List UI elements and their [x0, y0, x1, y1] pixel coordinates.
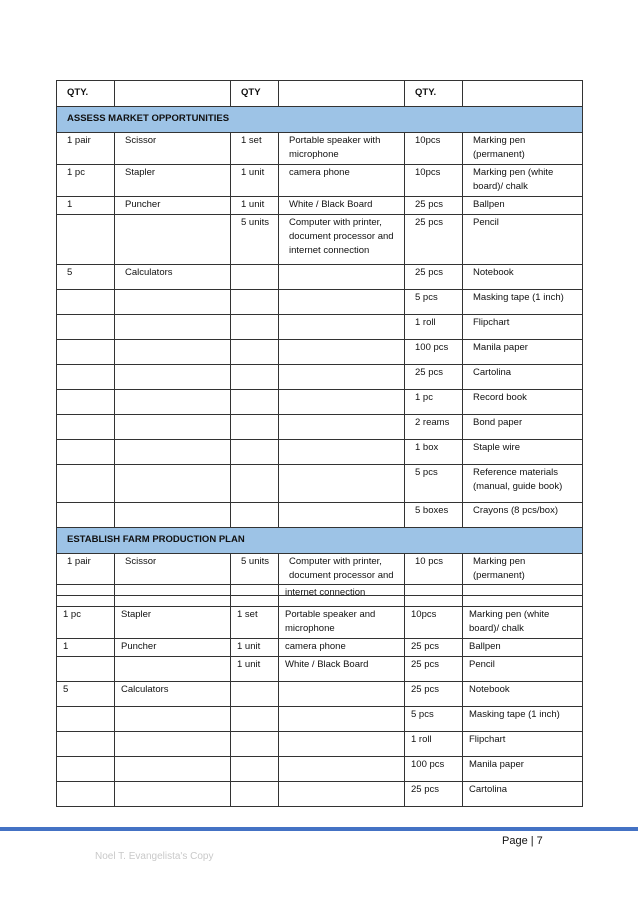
- table-cell: Bond paper: [463, 415, 583, 440]
- table-cell: Portable speaker with microphone: [279, 133, 405, 165]
- table-cell: [115, 503, 231, 528]
- table-cell: Pencil: [463, 215, 583, 265]
- table-cell: Pencil: [463, 657, 583, 682]
- table-cell: QTY.: [57, 81, 115, 107]
- table-cell: 2 reams: [405, 415, 463, 440]
- table-row: [57, 290, 583, 315]
- table-cell: Marking pen (permanent): [463, 133, 583, 165]
- table-cell: QTY.: [405, 81, 463, 107]
- table-cell: [57, 757, 115, 782]
- table-cell: Cartolina: [463, 782, 583, 807]
- table-row: [57, 265, 583, 290]
- table-cell: Stapler: [115, 607, 231, 639]
- table-cell: 5: [57, 682, 115, 707]
- table-cell: Stapler: [115, 165, 231, 197]
- equipment-table-2: [56, 584, 583, 807]
- copy-owner-note: Noel T. Evangelista's Copy: [95, 851, 214, 862]
- table-cell: [57, 340, 115, 365]
- table-cell: 5 boxes: [405, 503, 463, 528]
- table-cell: [115, 290, 231, 315]
- table-cell: [231, 290, 279, 315]
- table-row: [57, 503, 583, 528]
- table-cell: 25 pcs: [405, 215, 463, 265]
- table-row: [57, 315, 583, 340]
- table-cell: 25 pcs: [405, 197, 463, 215]
- table-cell: Ballpen: [463, 197, 583, 215]
- table-row: [57, 390, 583, 415]
- table-cell: 25 pcs: [405, 682, 463, 707]
- table-cell: White / Black Board: [279, 657, 405, 682]
- table-cell: [231, 782, 279, 807]
- table-cell: Cartolina: [463, 365, 583, 390]
- table-cell: 1 unit: [231, 197, 279, 215]
- table-cell: 25 pcs: [405, 782, 463, 807]
- table-cell: [231, 465, 279, 503]
- table-cell: [279, 782, 405, 807]
- footer-rule: [0, 827, 638, 831]
- table-row: [57, 657, 583, 682]
- table-cell: 1 pc: [405, 390, 463, 415]
- table-cell: Staple wire: [463, 440, 583, 465]
- table-cell: [231, 390, 279, 415]
- table-cell: 25 pcs: [405, 265, 463, 290]
- table-cell: [231, 503, 279, 528]
- table-cell: [279, 315, 405, 340]
- table-cell: [231, 440, 279, 465]
- table-cell: 10 pcs: [405, 554, 463, 596]
- table-cell: [279, 465, 405, 503]
- table-cell: Manila paper: [463, 757, 583, 782]
- table-cell: 1 unit: [231, 657, 279, 682]
- table-row: [57, 340, 583, 365]
- table-cell: [231, 340, 279, 365]
- table-cell: [279, 707, 405, 732]
- table-cell: 1 pair: [57, 554, 115, 596]
- table-cell: [115, 782, 231, 807]
- table-cell: [231, 365, 279, 390]
- table-cell: [115, 215, 231, 265]
- table-cell: [279, 290, 405, 315]
- continuation-row: [57, 585, 583, 607]
- table-row: [57, 757, 583, 782]
- table-cell: [231, 265, 279, 290]
- table-cell: 5 pcs: [405, 707, 463, 732]
- table-cell: [279, 440, 405, 465]
- table-cell: Computer with printer, document processor and: [279, 554, 405, 596]
- table-cell: ASSESS MARKET OPPORTUNITIES: [57, 107, 583, 133]
- table-cell: [115, 81, 231, 107]
- table-cell: [115, 757, 231, 782]
- table-cell: 5 pcs: [405, 465, 463, 503]
- table-cell: 25 pcs: [405, 365, 463, 390]
- table-cell: [231, 732, 279, 757]
- table-cell: Record book: [463, 390, 583, 415]
- table-cell: Masking tape (1 inch): [463, 707, 583, 732]
- table-cell: [463, 585, 583, 607]
- table-cell: Puncher: [115, 197, 231, 215]
- table-cell: [57, 707, 115, 732]
- table-row: [57, 197, 583, 215]
- table-cell: Ballpen: [463, 639, 583, 657]
- table-cell: [57, 290, 115, 315]
- table-cell: [115, 657, 231, 682]
- table-cell: [57, 465, 115, 503]
- table-cell: internet connection: [279, 585, 405, 607]
- table-cell: Flipchart: [463, 315, 583, 340]
- table-cell: Manila paper: [463, 340, 583, 365]
- table-cell: [57, 415, 115, 440]
- table-row: [57, 165, 583, 197]
- table-row: [57, 607, 583, 639]
- table-cell: 10pcs: [405, 607, 463, 639]
- table-cell: 1 roll: [405, 732, 463, 757]
- table-cell: Scissor: [115, 133, 231, 165]
- table-cell: 1 pc: [57, 607, 115, 639]
- table-cell: [115, 585, 231, 607]
- table-cell: Marking pen (permanent): [463, 554, 583, 596]
- table-cell: White / Black Board: [279, 197, 405, 215]
- table-cell: 1 pair: [57, 133, 115, 165]
- table-cell: camera phone: [279, 165, 405, 197]
- table-cell: Puncher: [115, 639, 231, 657]
- table-cell: 1 unit: [231, 165, 279, 197]
- table-cell: [231, 315, 279, 340]
- table-cell: [115, 340, 231, 365]
- table-row: [57, 707, 583, 732]
- table-cell: 10pcs: [405, 165, 463, 197]
- table-row: [57, 732, 583, 757]
- table-cell: 100 pcs: [405, 340, 463, 365]
- table-cell: 25 pcs: [405, 639, 463, 657]
- table-cell: [279, 265, 405, 290]
- table-cell: Notebook: [463, 265, 583, 290]
- table-row: [57, 639, 583, 657]
- table-cell: [57, 390, 115, 415]
- table-cell: Flipchart: [463, 732, 583, 757]
- table-cell: [115, 465, 231, 503]
- table-cell: [231, 682, 279, 707]
- table-row: [57, 365, 583, 390]
- table-cell: Reference materials (manual, guide book): [463, 465, 583, 503]
- table-cell: 1 set: [231, 133, 279, 165]
- table-cell: Scissor: [115, 554, 231, 596]
- table-cell: [57, 657, 115, 682]
- table-cell: [115, 415, 231, 440]
- table-cell: [279, 365, 405, 390]
- table-cell: [115, 732, 231, 757]
- table-cell: [279, 415, 405, 440]
- table-cell: 1 set: [231, 607, 279, 639]
- table-cell: [279, 757, 405, 782]
- table-cell: [57, 215, 115, 265]
- table-cell: [231, 585, 279, 607]
- table-cell: Crayons (8 pcs/box): [463, 503, 583, 528]
- table-cell: [57, 503, 115, 528]
- section-title-row: [57, 528, 583, 554]
- table-cell: [57, 782, 115, 807]
- table-cell: [231, 415, 279, 440]
- table-cell: [115, 390, 231, 415]
- table-cell: ESTABLISH FARM PRODUCTION PLAN: [57, 528, 583, 554]
- table-cell: [279, 81, 405, 107]
- table-cell: 5 pcs: [405, 290, 463, 315]
- table-cell: 100 pcs: [405, 757, 463, 782]
- table-cell: 1: [57, 639, 115, 657]
- table-cell: [405, 585, 463, 607]
- table-cell: [115, 365, 231, 390]
- table-cell: 5 units: [231, 554, 279, 596]
- equipment-table-1: [56, 80, 583, 596]
- table-row: [57, 415, 583, 440]
- table-row: [57, 133, 583, 165]
- table-cell: 1: [57, 197, 115, 215]
- table-cell: 1 unit: [231, 639, 279, 657]
- table-row: [57, 440, 583, 465]
- table-cell: [279, 732, 405, 757]
- page-number: Page | 7: [502, 835, 543, 847]
- table-cell: Calculators: [115, 682, 231, 707]
- table-cell: 5: [57, 265, 115, 290]
- table-cell: Computer with printer, document processor and internet connection: [279, 215, 405, 265]
- table-cell: 25 pcs: [405, 657, 463, 682]
- table-row: [57, 782, 583, 807]
- table-cell: [57, 365, 115, 390]
- table-cell: Masking tape (1 inch): [463, 290, 583, 315]
- table-cell: [279, 503, 405, 528]
- table-cell: [231, 707, 279, 732]
- table-cell: [115, 707, 231, 732]
- table-cell: [463, 81, 583, 107]
- section-title-row: [57, 107, 583, 133]
- table-cell: Marking pen (white board)/ chalk: [463, 607, 583, 639]
- table-cell: QTY: [231, 81, 279, 107]
- table-cell: Marking pen (white board)/ chalk: [463, 165, 583, 197]
- table-cell: [115, 315, 231, 340]
- table-cell: 1 roll: [405, 315, 463, 340]
- table-cell: 5 units: [231, 215, 279, 265]
- table-cell: Portable speaker and microphone: [279, 607, 405, 639]
- table-cell: [57, 440, 115, 465]
- table-cell: [279, 682, 405, 707]
- table-cell: camera phone: [279, 639, 405, 657]
- table-cell: [279, 390, 405, 415]
- table-cell: 1 box: [405, 440, 463, 465]
- table-cell: [57, 315, 115, 340]
- table-cell: 10pcs: [405, 133, 463, 165]
- table-cell: [57, 585, 115, 607]
- table-cell: [231, 757, 279, 782]
- table-row: [57, 682, 583, 707]
- table-cell: Notebook: [463, 682, 583, 707]
- table-row: [57, 215, 583, 265]
- table-row: [57, 465, 583, 503]
- table-cell: [57, 732, 115, 757]
- table-cell: Calculators: [115, 265, 231, 290]
- table-cell: [115, 440, 231, 465]
- table-cell: 1 pc: [57, 165, 115, 197]
- header-row: [57, 81, 583, 107]
- table-cell: [279, 340, 405, 365]
